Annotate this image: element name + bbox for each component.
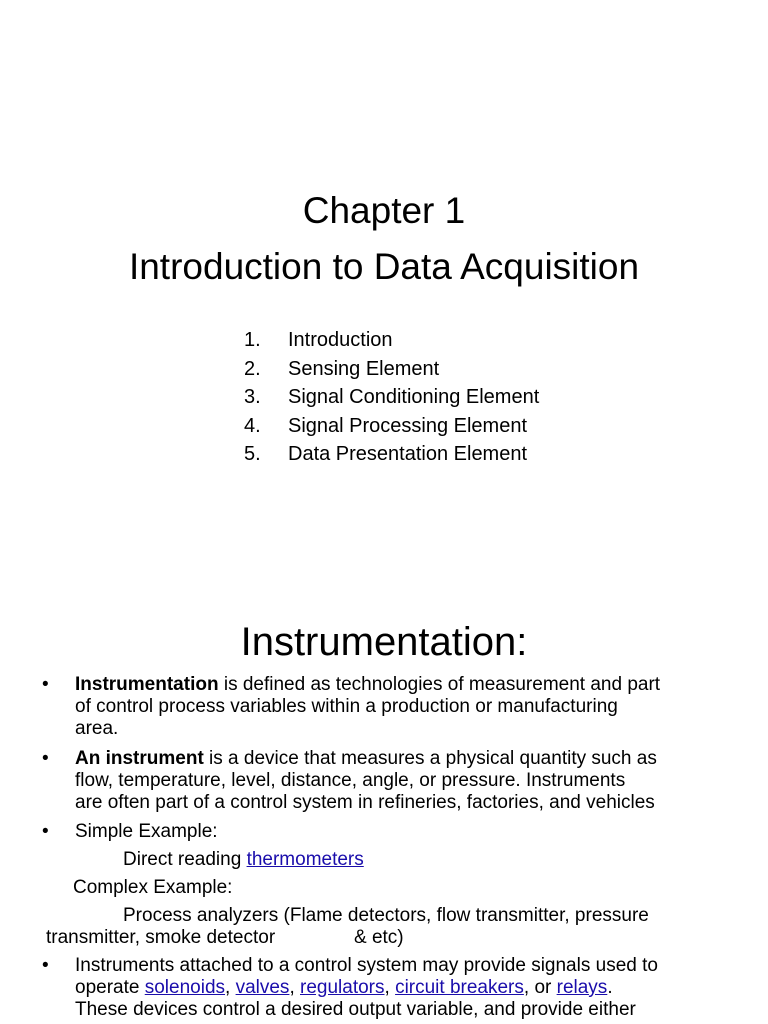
bullet-definition-instrumentation [75,674,755,740]
bullet-text: flow, temperature, level, distance, angle, or pressure. Instruments [75,770,626,791]
bullet-text: is a device that measures a physical quantity such as [203,748,657,769]
chapter-title: Chapter 1 [302,190,466,231]
bullet-marker: • [42,821,49,842]
link-regulators[interactable]: regulators [300,977,385,998]
toc-label: Data Presentation Element [288,443,528,465]
bold-term: An instrument [75,748,204,769]
link-solenoids[interactable]: solenoids [144,977,226,998]
bullet-marker: • [42,748,49,769]
toc-number: 5. [244,443,261,465]
bullet-definition-instrument [75,748,755,814]
bullet-control-signals [75,955,755,1021]
link-valves[interactable]: valves [235,977,290,998]
complex-example-etc: & etc) [354,927,404,948]
separator: , [384,977,396,998]
complex-example-label: Complex Example: [73,877,233,898]
bullet-text: operate [75,977,145,998]
bullet-text: area. [75,718,119,739]
bullet-text: are often part of a control system in refineries, factories, and vehicles [75,792,655,813]
separator: , [225,977,236,998]
link-circuit-breakers[interactable]: circuit breakers [395,977,524,998]
toc-item [244,440,539,469]
toc-item [244,326,539,355]
separator: . [607,977,613,998]
toc-number: 3. [244,386,261,408]
separator: , or [523,977,557,998]
toc-number: 4. [244,414,261,437]
complex-example-text: Process analyzers (Flame detectors, flow transmitter, pressure [123,905,649,926]
toc-number: 1. [244,329,261,351]
bullet-text: Instruments attached to a control system may provide signals used to [75,955,658,976]
toc-label: Signal Conditioning Element [288,386,540,408]
simple-example-text [123,849,364,871]
slide-heading: Instrumentation: [240,620,528,664]
table-of-contents [244,326,539,469]
bullet-marker: • [42,674,49,695]
simple-example-label: Simple Example: [75,821,218,842]
bullet-text: of control process variables within a production or manufacturing [75,696,618,717]
toc-item [244,412,539,441]
bullet-text: is defined as technologies of measurement and part [218,674,661,695]
link-thermometers[interactable]: thermometers [246,849,364,870]
complex-example-text-cont: transmitter, smoke detector [46,927,276,948]
toc-item [244,355,539,384]
bullet-marker: • [42,955,49,976]
bullet-text: These devices control a desired output variable, and provide either [75,999,636,1020]
separator: , [289,977,300,998]
example-text: Direct reading [123,849,247,870]
chapter-subtitle: Introduction to Data Acquisition [128,246,640,287]
toc-item [244,383,539,412]
toc-label: Introduction [288,329,393,351]
bold-term: Instrumentation [75,674,219,695]
toc-label: Signal Processing Element [288,414,528,437]
bullet-links-line [75,977,755,999]
toc-number: 2. [244,357,261,380]
toc-label: Sensing Element [288,357,440,380]
link-relays[interactable]: relays [556,977,608,998]
